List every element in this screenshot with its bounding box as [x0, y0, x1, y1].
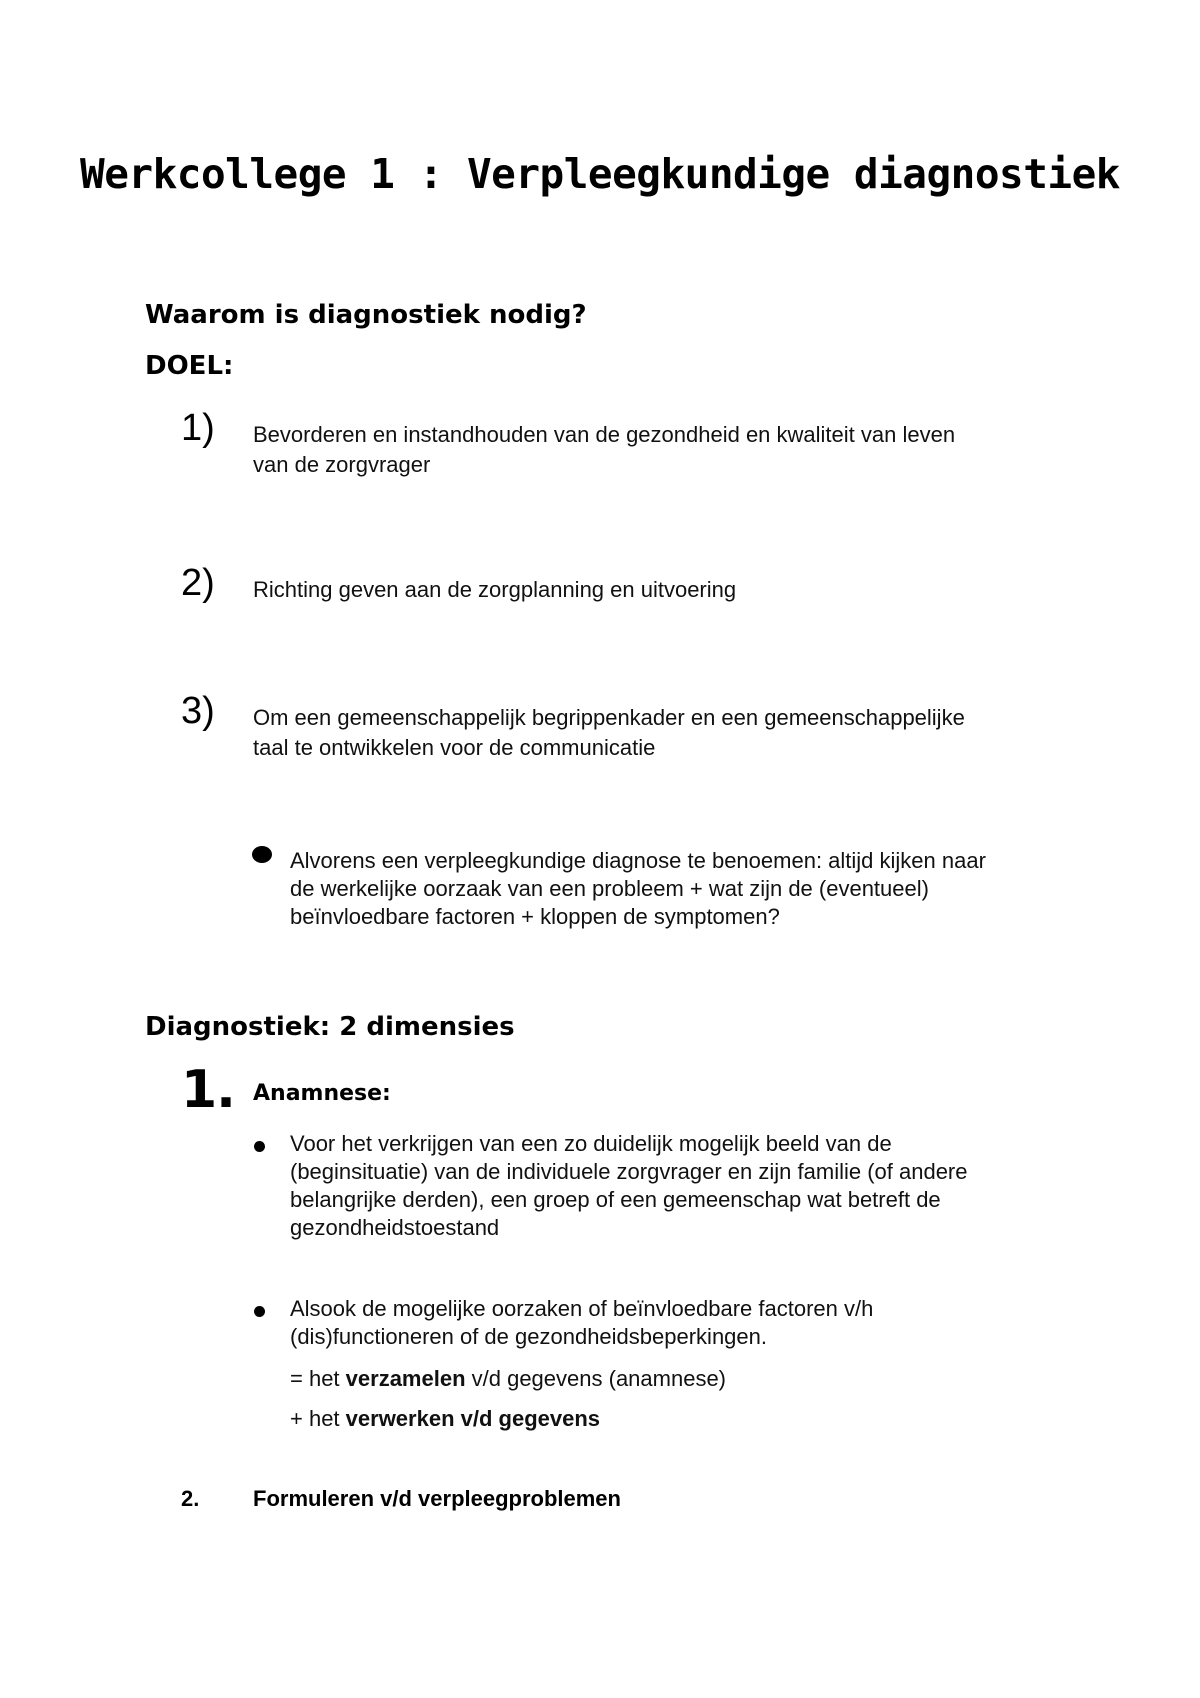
anamnese-bullet-2 [290, 1295, 1080, 1351]
dimension-label-2: Formuleren v/d verpleegproblemen [253, 1486, 621, 1511]
equals-suffix: v/d gegevens (anamnese) [465, 1366, 727, 1391]
doel-label: DOEL: [145, 351, 234, 381]
plus-bold: verwerken v/d gegevens [345, 1406, 601, 1431]
equals-line [290, 1364, 1080, 1394]
bullet-icon [252, 846, 272, 863]
goal-text-2-line1: Richting geven aan de zorgplanning en uitvoering [253, 577, 737, 602]
bullet-icon [254, 1141, 265, 1152]
bullet-icon [254, 1306, 265, 1317]
note-line: Alvorens een verpleegkundige diagnose te benoemen: altijd kijken naar [290, 848, 986, 873]
note-line: de werkelijke oorzaak van een probleem + wat zijn de (eventueel) [290, 876, 929, 901]
note-paragraph [290, 847, 1080, 931]
bullet-line: (beginsituatie) van de individuele zorgvrager en zijn familie (of andere [290, 1159, 968, 1184]
bullet-line: Alsook de mogelijke oorzaken of beïnvloedbare factoren v/h [290, 1296, 874, 1321]
section-heading-why: Waarom is diagnostiek nodig? [145, 300, 587, 330]
anamnese-bullet-1 [290, 1130, 1080, 1242]
dimension-number-1: 1. [181, 1060, 235, 1120]
dimension-number-2: 2. [181, 1486, 200, 1511]
goal-number-2: 2) [181, 562, 215, 604]
anamnese-label: Anamnese: [253, 1081, 391, 1106]
bullet-line: Voor het verkrijgen van een zo duidelijk mogelijk beeld van de [290, 1131, 892, 1156]
section-heading-dimensions: Diagnostiek: 2 dimensies [145, 1012, 515, 1042]
goal-text-3-line2: taal te ontwikkelen voor de communicatie [253, 735, 656, 760]
goal-text-3 [253, 703, 1073, 763]
goal-text-1-line1: Bevorderen en instandhouden van de gezondheid en kwaliteit van leven [253, 422, 956, 447]
bullet-line: belangrijke derden), een groep of een gemeenschap wat betreft de [290, 1187, 941, 1212]
plus-prefix: + het [290, 1406, 346, 1431]
bullet-line: gezondheidstoestand [290, 1215, 500, 1240]
plus-line [290, 1404, 1080, 1434]
bullet-line: (dis)functioneren of de gezondheidsbeperkingen. [290, 1324, 767, 1349]
goal-text-3-line1: Om een gemeenschappelijk begrippenkader en een gemeenschappelijke [253, 705, 965, 730]
goal-text-1 [253, 420, 1073, 480]
note-line: beïnvloedbare factoren + kloppen de symptomen? [290, 904, 780, 929]
goal-text-2 [253, 575, 1073, 605]
goal-number-3: 3) [181, 690, 215, 732]
page-title: Werkcollege 1 : Verpleegkundige diagnostiek [80, 150, 1120, 198]
equals-bold: verzamelen [345, 1366, 466, 1391]
equals-prefix: = het [290, 1366, 346, 1391]
goal-number-1: 1) [181, 407, 215, 449]
goal-text-1-line2: van de zorgvrager [253, 452, 431, 477]
